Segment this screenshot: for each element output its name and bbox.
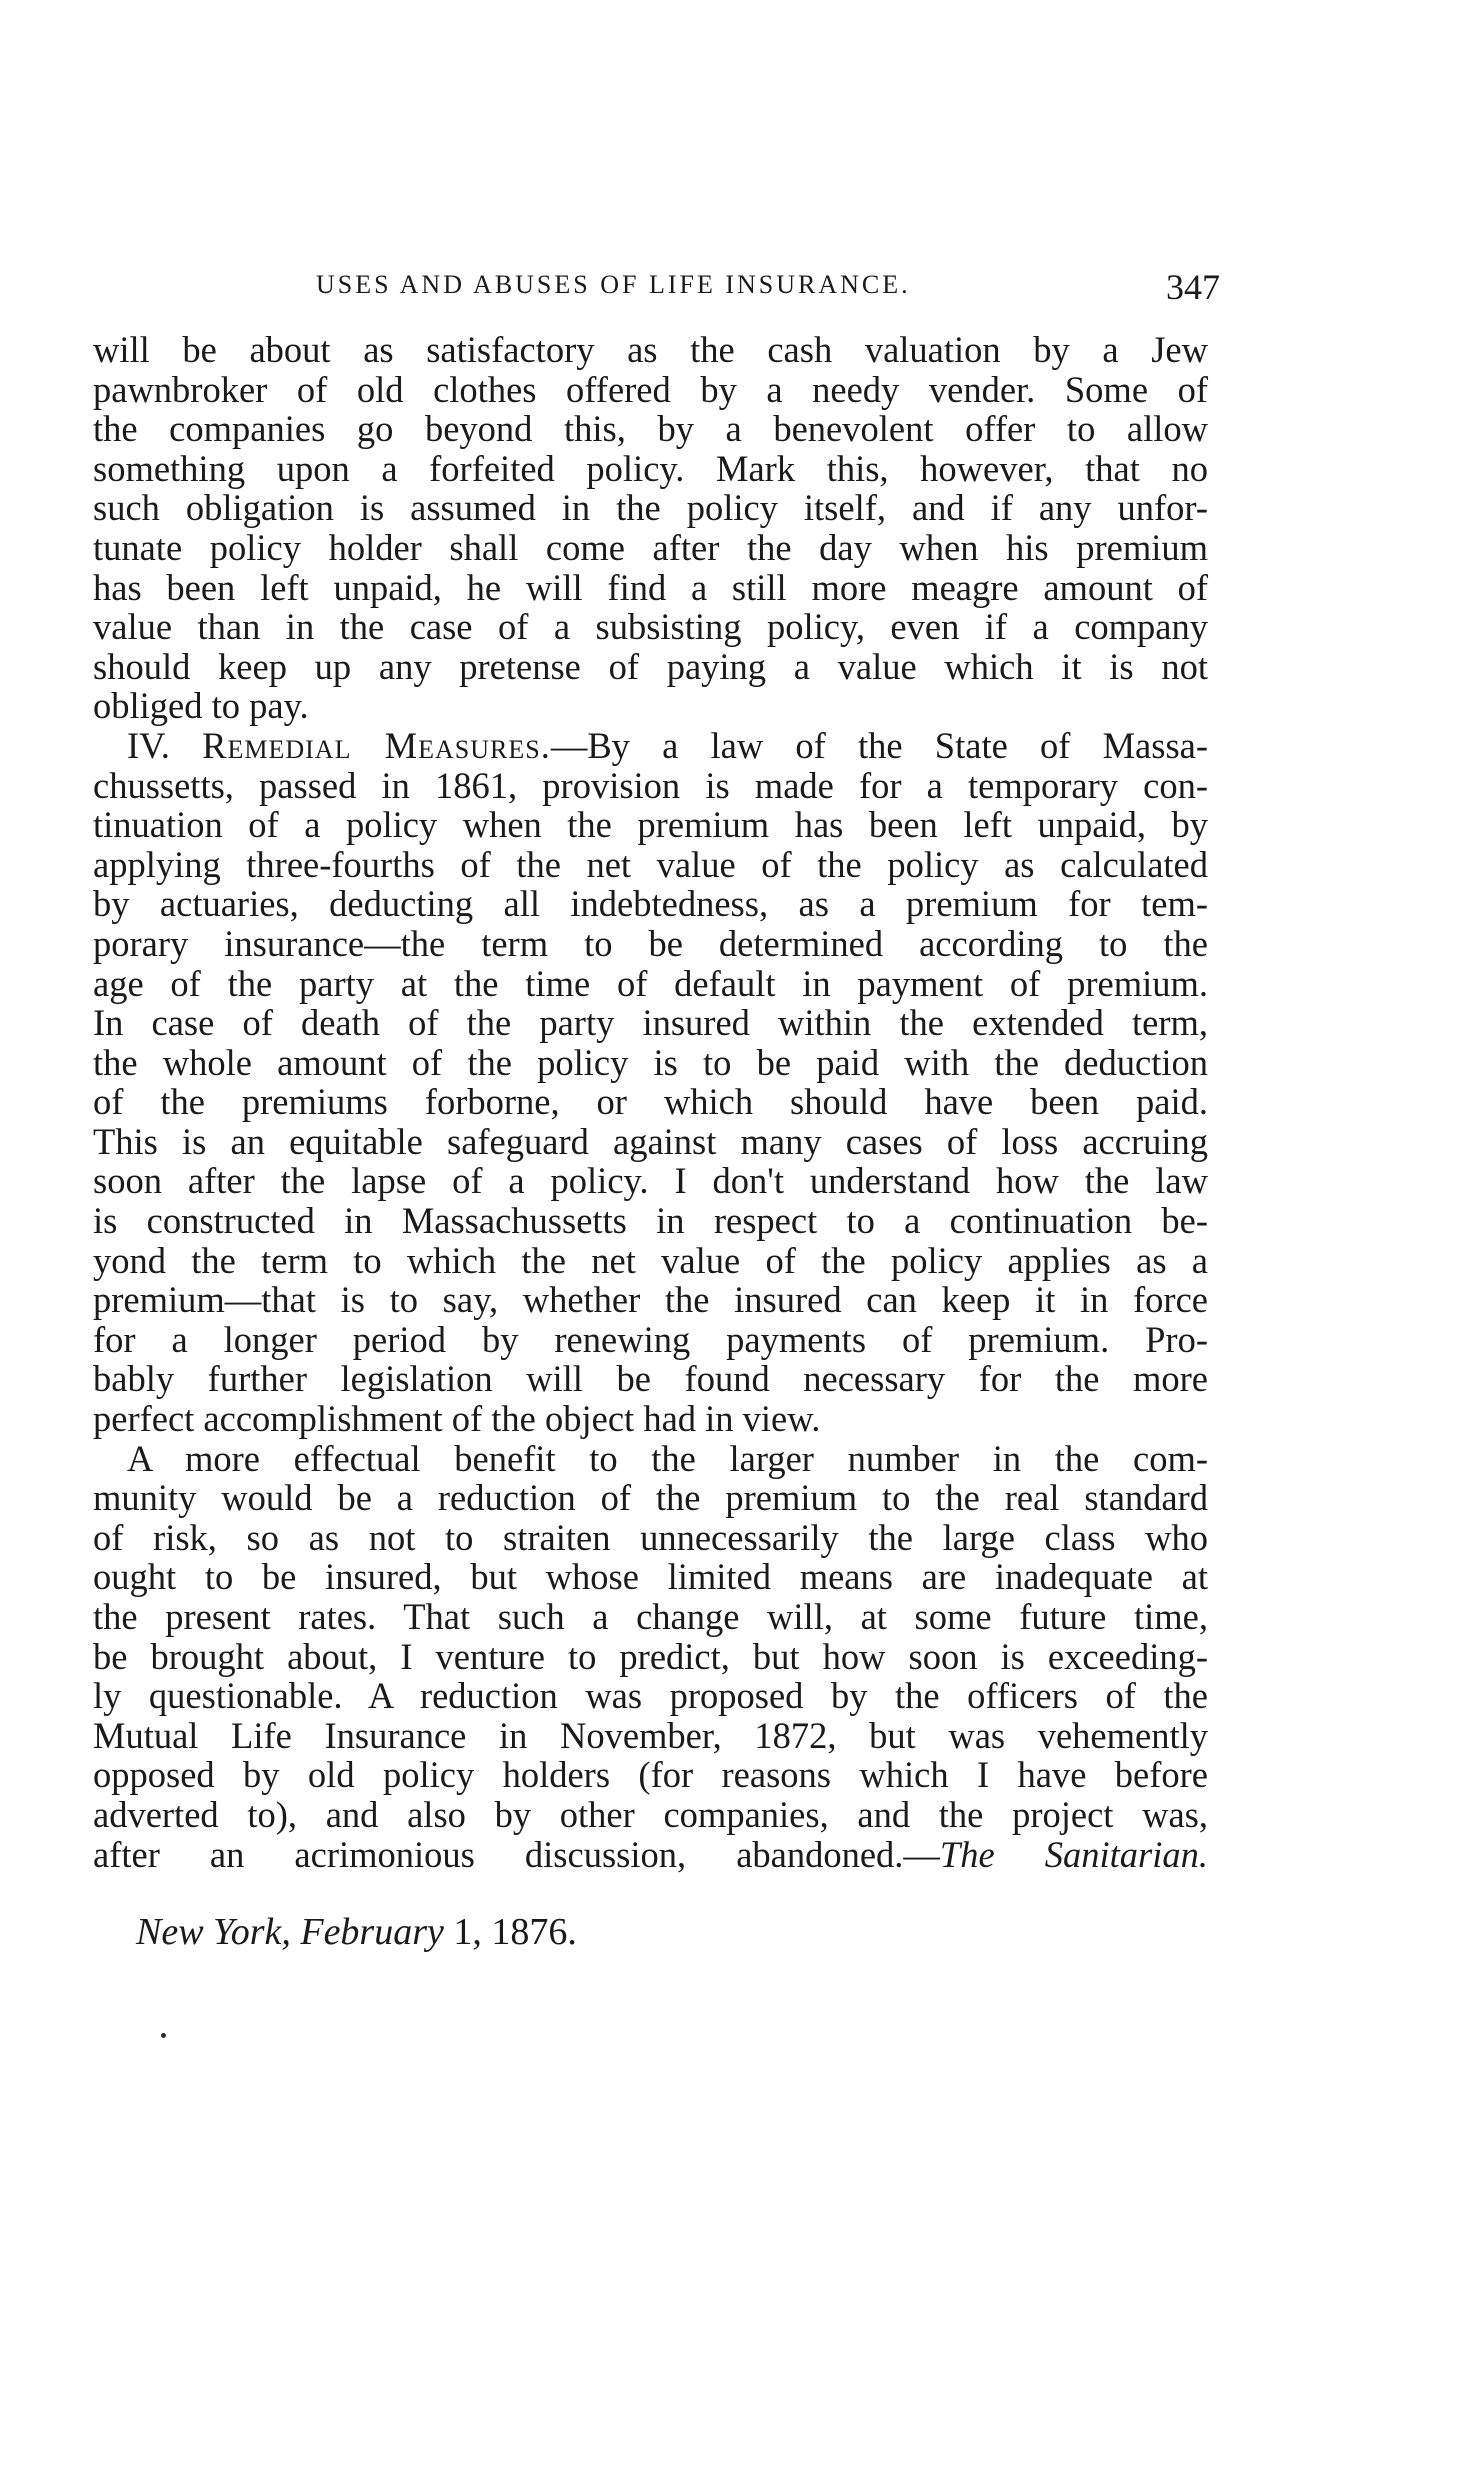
text-line: is constructed in Massachussetts in respect to a continuation be- bbox=[93, 1200, 1208, 1242]
section-first-line bbox=[93, 726, 1208, 766]
paragraph-continuation bbox=[93, 330, 1208, 726]
running-title: USES AND ABUSES OF LIFE INSURANCE. bbox=[316, 270, 911, 299]
text-line: bably further legislation will be found necessary for the more bbox=[93, 1358, 1208, 1400]
text-line-with-source bbox=[93, 1835, 1208, 1875]
text-line: such obligation is assumed in the policy itself, and if any unfor- bbox=[93, 487, 1208, 529]
text-line: tunate policy holder shall come after the day when his premium bbox=[93, 526, 1208, 568]
text-line: porary insurance—the term to be determined according to the bbox=[93, 922, 1208, 964]
text-line: This is an equitable safeguard against many cases of loss accruing bbox=[93, 1120, 1208, 1162]
text-line: age of the party at the time of default in payment of premium. bbox=[93, 962, 1208, 1004]
text-line: obliged to pay. bbox=[93, 685, 309, 727]
text-line: adverted to), and also by other companies, and the project was, bbox=[93, 1793, 1208, 1835]
text-line: munity would be a reduction of the premium to the real standard bbox=[93, 1477, 1208, 1519]
text-line: applying three-fourths of the net value of the policy as calculated bbox=[93, 843, 1208, 885]
text-line: perfect accomplishment of the object had in view. bbox=[93, 1398, 821, 1440]
text-line: opposed by old policy holders (for reasons which I have before bbox=[93, 1754, 1208, 1796]
running-header bbox=[0, 267, 1471, 310]
dateline bbox=[136, 1910, 577, 1954]
text-line: ly questionable. A reduction was proposed by the officers of the bbox=[93, 1675, 1208, 1717]
text-line: of risk, so as not to straiten unnecessarily the large class who bbox=[93, 1516, 1208, 1558]
text-line: A more effectual benefit to the larger number in the com- bbox=[127, 1437, 1208, 1479]
dateline-day-year: 1, 1876. bbox=[453, 1911, 577, 1953]
text-line: the whole amount of the policy is to be paid with the deduction bbox=[93, 1041, 1208, 1083]
page-number: 347 bbox=[1166, 267, 1220, 307]
section-remedial-measures bbox=[93, 726, 1208, 1439]
text-line: will be about as satisfactory as the cash valuation by a Jew bbox=[93, 329, 1208, 370]
ink-speck bbox=[161, 2033, 166, 2038]
text-line: In case of death of the party insured within the extended term, bbox=[93, 1002, 1208, 1044]
text-line: tinuation of a policy when the premium has been left unpaid, by bbox=[93, 804, 1208, 846]
section-numeral: IV. bbox=[127, 724, 170, 766]
text-line: for a longer period by renewing payments of premium. Pro- bbox=[93, 1318, 1208, 1360]
text-line: by actuaries, deducting all indebtedness, as a premium for tem- bbox=[93, 883, 1208, 925]
text-line: be brought about, I venture to predict, but how soon is exceeding- bbox=[93, 1635, 1208, 1677]
text-line: of the premiums forborne, or which should have been paid. bbox=[93, 1081, 1208, 1123]
text-line: the companies go beyond this, by a benevolent offer to allow bbox=[93, 408, 1208, 450]
text-line: pawnbroker of old clothes offered by a needy vender. Some of bbox=[93, 368, 1208, 410]
text-line: soon after the lapse of a policy. I don't understand how the law bbox=[93, 1160, 1208, 1202]
section-first-line-text: —By a law of the State of Massa- bbox=[550, 724, 1208, 766]
text-line: yond the term to which the net value of the policy applies as a bbox=[93, 1239, 1208, 1281]
section-heading: Remedial Measures. bbox=[202, 724, 551, 766]
text-line: Mutual Life Insurance in November, 1872, but was vehemently bbox=[93, 1714, 1208, 1756]
text-line: should keep up any pretense of paying a value which it is not bbox=[93, 645, 1208, 687]
text-line: premium—that is to say, whether the insured can keep it in force bbox=[93, 1279, 1208, 1321]
text-line: ought to be insured, but whose limited means are inadequate at bbox=[93, 1556, 1208, 1598]
text-line: the present rates. That such a change will, at some future time, bbox=[93, 1596, 1208, 1637]
dateline-place-date: New York, February bbox=[136, 1911, 444, 1953]
paragraph-reduction-of-premium bbox=[93, 1439, 1208, 1875]
text-line-prefix: after an acrimonious discussion, abandoned.— bbox=[93, 1833, 940, 1875]
source-citation: The Sanitarian. bbox=[939, 1833, 1208, 1875]
text-line: chussetts, passed in 1861, provision is made for a temporary con- bbox=[93, 764, 1208, 806]
text-line: something upon a forfeited policy. Mark this, however, that no bbox=[93, 447, 1208, 489]
text-line: has been left unpaid, he will find a still more meagre amount of bbox=[93, 566, 1208, 608]
body-text bbox=[93, 330, 1208, 1874]
text-line: value than in the case of a subsisting policy, even if a company bbox=[93, 606, 1208, 648]
